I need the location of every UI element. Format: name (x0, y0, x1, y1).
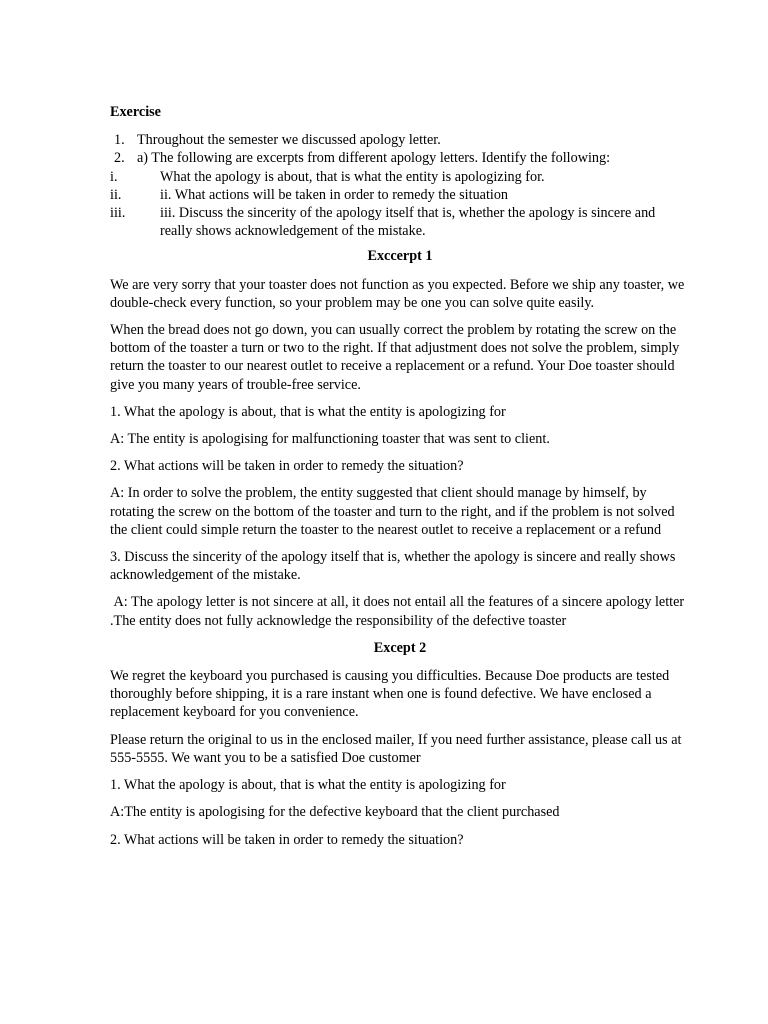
list-item (110, 186, 690, 204)
excerpt-1-paragraph-1: We are very sorry that your toaster does not function as you expected. Before we ship any toaster, we double-check every function, so your problem may be one you can solve quite easily. (110, 276, 685, 311)
list-item (110, 149, 690, 167)
excerpt-2-paragraph-1: We regret the keyboard you purchased is causing you difficulties. Because Doe products are tested thoroughly before shipping, it is a rare instant when one is found defective. We have enclosed a replacement keyboard for you convenience. (110, 668, 670, 721)
list-item (110, 168, 690, 186)
excerpt-1-answer-2: A: In order to solve the problem, the entity suggested that client should manage by himself, by rotating the screw on the bottom of the toaster and turn to the right, and if the problem is not solved the client could simple return the toaster to the nearest outlet to receive a replacement or a refund (110, 485, 675, 538)
list-number: 1. (114, 132, 125, 149)
excerpt-2-answer-1: A:The entity is apologising for the defective keyboard that the client purchased (110, 804, 560, 821)
excerpt-1-paragraph-2: When the bread does not go down, you can usually correct the problem by rotating the screw on the bottom of the toaster a turn or two to the right. If that adjustment does not solve the problem, simply return the toaster to our nearest outlet to receive a replacement or a refund. Your Doe toaster should give you many years of trouble-free service. (110, 322, 680, 393)
excerpt-2-paragraph-2: Please return the original to us in the enclosed mailer, If you need further assistance, please call us at 555-5555. We want you to be a satisfied Doe customer (110, 731, 682, 766)
list-text: iii. Discuss the sincerity of the apology itself that is, whether the apology is sincere and really shows acknowledgement of the mistake. (160, 205, 656, 240)
list-number: 2. (114, 150, 125, 167)
list-text: a) The following are excerpts from different apology letters. Identify the following: (137, 150, 611, 167)
list-item (110, 204, 690, 240)
excerpt-1-answer-3: A: The apology letter is not sincere at all, it does not entail all the features of a sincere apology letter .The entity does not fully acknowledge the responsibility of the defective toaster (110, 594, 688, 629)
excerpt-1-question-2: 2. What actions will be taken in order to remedy the situation? (110, 458, 464, 475)
excerpt-2-question-1: 1. What the apology is about, that is what the entity is apologizing for (110, 777, 506, 794)
list-number: iii. (110, 205, 126, 222)
numbered-list (110, 131, 690, 167)
document-page (110, 103, 690, 858)
excerpt-1-answer-1: A: The entity is apologising for malfunctioning toaster that was sent to client. (110, 431, 550, 448)
excerpt-2-question-2: 2. What actions will be taken in order to remedy the situation? (110, 831, 464, 848)
list-number: ii. (110, 186, 122, 203)
list-number: i. (110, 168, 118, 185)
list-text: What the apology is about, that is what the entity is apologizing for. (160, 168, 545, 185)
excerpt-1-title: Exccerpt 1 (367, 248, 433, 265)
excerpt-1-question-3: 3. Discuss the sincerity of the apology itself that is, whether the apology is sincere and really shows acknowledgement of the mistake. (110, 549, 676, 584)
list-text: Throughout the semester we discussed apology letter. (137, 132, 441, 149)
list-item (110, 131, 690, 149)
list-text: ii. What actions will be taken in order to remedy the situation (160, 186, 509, 203)
roman-list (110, 168, 690, 241)
exercise-title: Exercise (110, 104, 161, 120)
excerpt-1-question-1: 1. What the apology is about, that is what the entity is apologizing for (110, 403, 506, 420)
excerpt-2-title: Except 2 (373, 639, 427, 656)
